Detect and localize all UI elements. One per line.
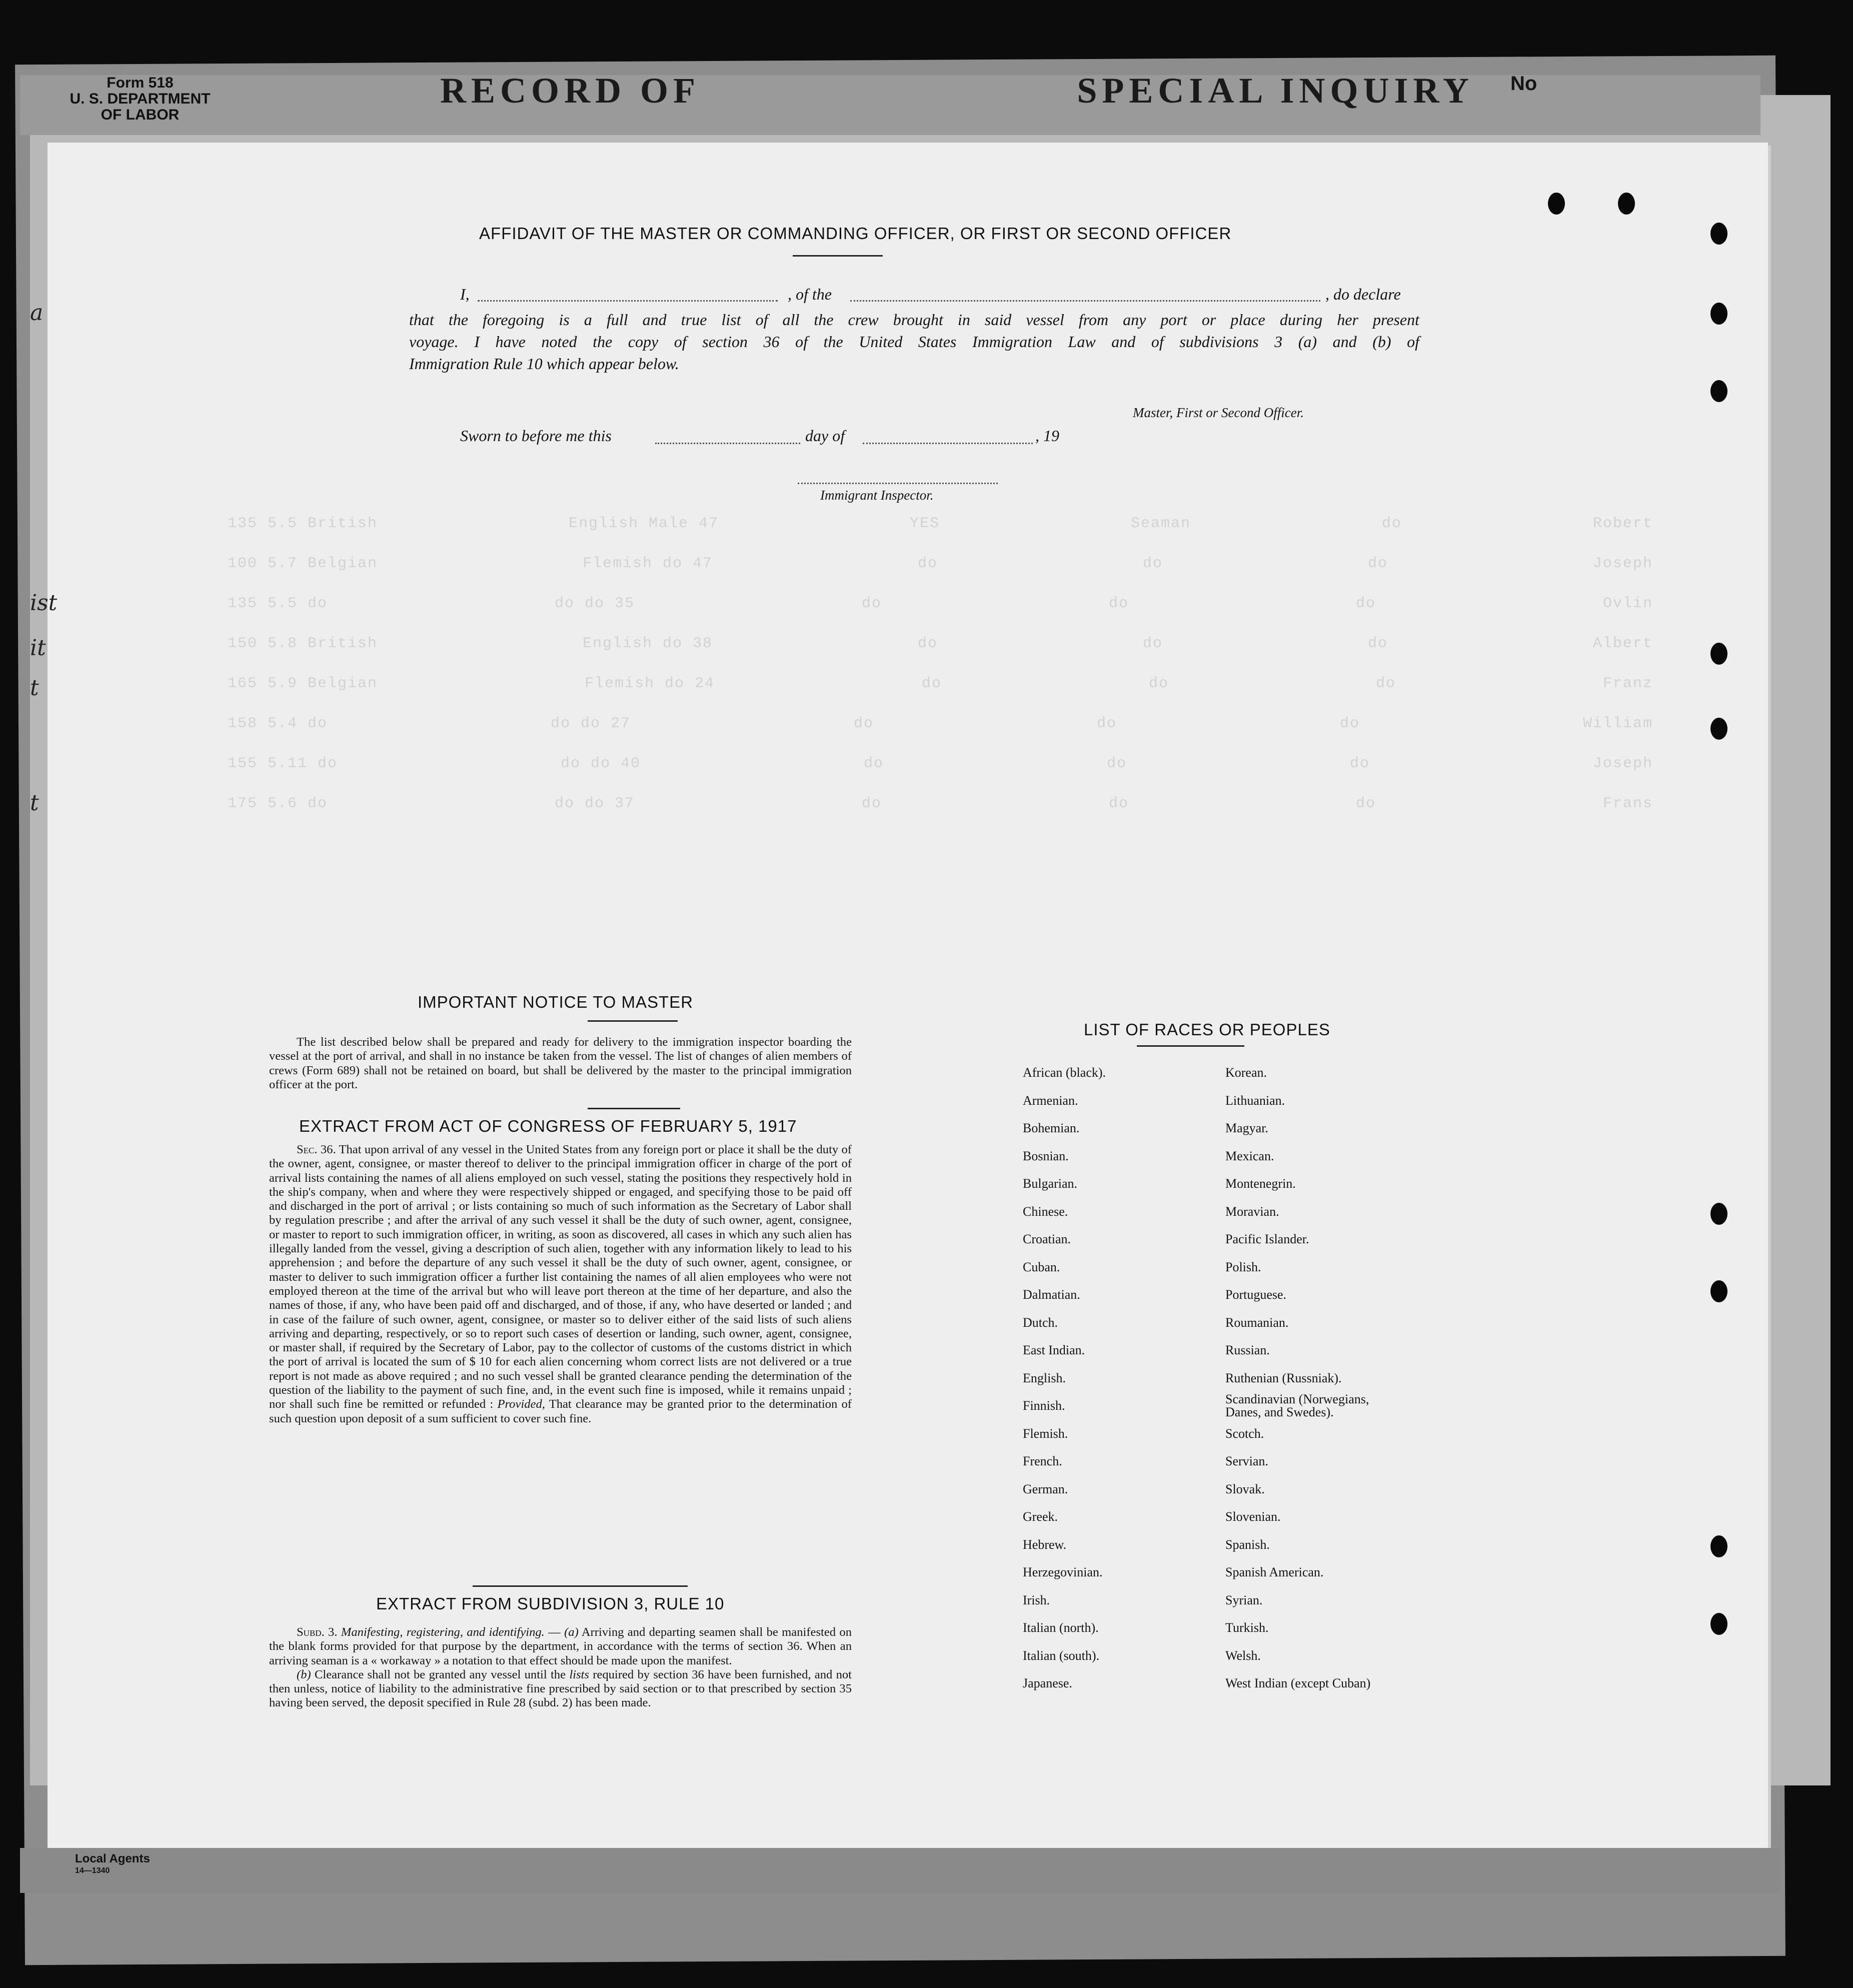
margin-mark: ist [30, 590, 58, 616]
race-item: Irish. [1023, 1592, 1050, 1607]
record-heading-right: SPECIAL INQUIRY [1077, 71, 1474, 111]
binding-hole [1618, 193, 1635, 215]
race-item: Dutch. [1023, 1315, 1058, 1330]
ghost-row: 135 5.5 British English Male 47 YES Seaman do Robert [228, 515, 1653, 532]
margin-mark: it [30, 635, 46, 661]
race-item: Italian (north). [1023, 1620, 1099, 1635]
section-36-end: That clearance may be granted prior to the determination of such question upon deposit of a sum sufficient to cover such fine. [269, 1397, 852, 1425]
crew-list-page [48, 143, 1768, 1848]
master-signature-label: Master, First or Second Officer. [1133, 405, 1304, 420]
b-text-2: required by section 36 have been furnished, and not then unless, notice of liability to the administrative fine prescribed by said section or to that prescribed by section 35 having been served, the deposit specified in Rule 28 (subd. 2) has been made. [269, 1667, 852, 1710]
b-lists: lists [569, 1667, 589, 1681]
affidavit-line-1 [460, 285, 470, 304]
race-item: Finnish. [1023, 1398, 1065, 1413]
section-label: Sec. 36. [297, 1143, 336, 1156]
races-title: LIST OF RACES OR PEOPLES [1084, 1020, 1330, 1039]
extract-act-text [269, 1143, 852, 1426]
subd-heading: Manifesting, registering, and identifying. [341, 1625, 545, 1639]
race-item: Servian. [1225, 1454, 1268, 1468]
a-text: Arriving and departing seamen shall be manifested on the blank forms provided for that purpose by the department, in accordance with the terms of section 36. When an arriving seaman is a « workaway » a notation to that effect should be made upon the manifest. [269, 1625, 852, 1667]
local-agents-code: 14—1340 [75, 1866, 110, 1875]
race-item: Dalmatian. [1023, 1287, 1080, 1302]
race-item: Ruthenian (Russniak). [1225, 1370, 1342, 1385]
races-underline [1137, 1045, 1244, 1047]
race-item: German. [1023, 1481, 1068, 1496]
ghost-row: 165 5.9 Belgian Flemish do 24 do do do Franz [228, 675, 1653, 692]
race-item: Croatian. [1023, 1232, 1071, 1246]
sworn-day-of: day of [805, 427, 845, 445]
race-item: Spanish American. [1225, 1565, 1324, 1579]
section-36-body: That upon arrival of any vessel in the United States from any foreign port or place it shall be the duty of the owner, agent, consignee, or master thereof to deliver to the principal immigration officer in charge of the port of arrival lists containing the names of all aliens employed on such vessel, stating the positions they respectively hold in the ship's company, when and where they were respectively shipped or engaged, and specifying those to be paid off and discharged in the port of arrival ; or lists containing so much of such information as the Secretary of Labor shall by regulation prescribe ; and after the arrival of any such vessel it shall be the duty of such owner, agent, consignee, or master to report to such immigration officer, in writing, as soon as discovered, all cases in which any such alien has illegally landed from the vessel, giving a description of such alien, together with any information likely to lead to his apprehension ; and before the departure of any such vessel it shall be the duty of such owner, agent, consignee, or master to deliver to such immigration officer a further list containing the names of all alien employees who were not employed thereon at the time of the arrival but who will leave port thereon at the time of her departure, and also the names of those, if any, who have been paid off and discharged, and of those, if any, who have deserted or landed ; and in case of the failure of such owner, agent, consignee, or master so to deliver either of the said lists of such aliens arriving and departing, respectively, or so to report such cases of desertion or landing, such owner, agent, consignee, or master shall, if required by the Secretary of Labor, pay to the collector of customs of the customs district in which the port of arrival is located the sum of $ 10 for each alien concerning whom correct lists are not delivered or a true report is not made as above required ; and no such vessel shall be granted clearance pending the determination of the question of the liability to the payment of such fine, and, in the event such fine is imposed, while it remains unpaid ; nor shall such fine be remitted or refunded : [269, 1143, 852, 1411]
race-item: Herzegovinian. [1023, 1565, 1103, 1579]
margin-mark: t [30, 790, 39, 816]
margin-mark: a [30, 300, 44, 326]
race-item: Portuguese. [1225, 1287, 1287, 1302]
number-label: No [1510, 73, 1537, 95]
race-item: Italian (south). [1023, 1648, 1100, 1663]
affidavit-line-4: Immigration Rule 10 which appear below. [409, 355, 679, 373]
a-label: (a) [564, 1625, 579, 1639]
ghost-row: 135 5.5 do do do 35 do do do Ovlin [228, 595, 1653, 612]
race-item: English. [1023, 1370, 1066, 1385]
binding-hole [1710, 223, 1727, 245]
affidavit-line-3: voyage. I have noted the copy of section 36 of the United States Immigration Law and of subdivisions 3 (a) and (b) of [409, 333, 1419, 351]
record-heading [440, 70, 1474, 112]
affidavit-of-the: , of the [788, 285, 832, 303]
form-number-block [65, 75, 215, 123]
race-item: West Indian (except Cuban) [1225, 1676, 1371, 1690]
name-blank [478, 300, 778, 302]
race-item: Chinese. [1023, 1204, 1068, 1219]
section-divider [473, 1585, 688, 1587]
notice-text [269, 1035, 852, 1092]
race-item: Cuban. [1023, 1259, 1060, 1274]
race-item: Pacific Islander. [1225, 1232, 1309, 1246]
race-item: Roumanian. [1225, 1315, 1289, 1330]
race-item: Scandinavian (Norwegians, Danes, and Swedes). [1225, 1392, 1369, 1419]
ghost-row: 150 5.8 British English do 38 do do do Albert [228, 635, 1653, 652]
local-agents-block [75, 1853, 150, 1877]
race-item: Spanish. [1225, 1537, 1270, 1552]
binding-hole [1710, 380, 1727, 402]
ghost-row: 155 5.11 do do do 40 do do do Joseph [228, 755, 1653, 772]
extract-act-title: EXTRACT FROM ACT OF CONGRESS OF FEBRUARY 5, 1917 [299, 1117, 797, 1135]
race-item: Bohemian. [1023, 1121, 1080, 1135]
race-item: African (black). [1023, 1065, 1106, 1080]
race-item: Bosnian. [1023, 1148, 1069, 1163]
inspector-signature-blank [798, 483, 998, 484]
affidavit-i: I, [460, 285, 470, 303]
affidavit-line-2: that the foregoing is a full and true list of all the crew brought in said vessel from any port or place during her present [409, 311, 1419, 329]
margin-mark: t [30, 675, 39, 701]
race-item: French. [1023, 1454, 1062, 1468]
race-item: Syrian. [1225, 1592, 1263, 1607]
section-divider [588, 1108, 680, 1109]
race-item: Welsh. [1225, 1648, 1261, 1663]
subdivision-a-paragraph: Subd. 3. Manifesting, registering, and identifying. — (a) Arriving and departing seamen shall be manifested on the blank forms provided for that purpose by the department, in accordance with the terms of section 36. When an arriving seaman is a « workaway » a notation to that effect should be made upon the manifest. [269, 1625, 852, 1667]
binding-hole [1710, 1613, 1727, 1635]
form-number: Form 518 [107, 75, 174, 91]
notice-paragraph: The list described below shall be prepared and ready for delivery to the immigration inspector boarding the vessel at the port of arrival, and shall in no instance be taken from the vessel. The list of changes of alien members of crews (Form 689) shall not be retained on board, but shall be delivered by the master to the principal immigration officer at the port. [269, 1035, 852, 1091]
race-item: Mexican. [1225, 1148, 1274, 1163]
ghost-row: 175 5.6 do do do 37 do do do Frans [228, 795, 1653, 812]
section-36-paragraph [269, 1143, 852, 1426]
race-item: Flemish. [1023, 1426, 1068, 1441]
binding-hole [1710, 303, 1727, 325]
subd-label: Subd. 3. [297, 1625, 338, 1639]
race-item: Lithuanian. [1225, 1093, 1285, 1108]
sworn-month-blank [863, 443, 1033, 444]
races-left-column [1023, 1059, 1106, 1697]
races-right-column [1225, 1059, 1405, 1697]
race-item: Hebrew. [1023, 1537, 1067, 1552]
binding-hole [1710, 643, 1727, 665]
affidavit-title: AFFIDAVIT OF THE MASTER OR COMMANDING OFFICER, OR FIRST OR SECOND OFFICER [479, 224, 1232, 243]
b-label: (b) [297, 1667, 311, 1681]
race-item: Armenian. [1023, 1093, 1078, 1108]
race-item: Moravian. [1225, 1204, 1279, 1219]
race-item: Slovenian. [1225, 1509, 1281, 1524]
race-item: Russian. [1225, 1343, 1270, 1357]
race-item: East Indian. [1023, 1343, 1085, 1357]
binding-hole [1710, 1535, 1727, 1557]
binding-hole [1710, 1203, 1727, 1225]
race-item: Greek. [1023, 1509, 1058, 1524]
extract-rule-title: EXTRACT FROM SUBDIVISION 3, RULE 10 [376, 1594, 725, 1613]
title-underline [793, 255, 883, 257]
affidavit-declare: , do declare [1325, 285, 1401, 303]
binding-hole [1710, 1280, 1727, 1302]
subdivision-b-paragraph [269, 1668, 852, 1710]
sworn-prefix: Sworn to before me this [460, 427, 612, 445]
race-item: Scotch. [1225, 1426, 1264, 1441]
sworn-day-blank [655, 443, 800, 444]
notice-title: IMPORTANT NOTICE TO MASTER [418, 993, 694, 1011]
ghost-row: 100 5.7 Belgian Flemish do 47 do do do Joseph [228, 555, 1653, 572]
underlying-sheet-bottom [20, 1848, 1780, 1893]
binding-hole [1710, 718, 1727, 740]
race-item: Japanese. [1023, 1676, 1072, 1690]
race-item: Polish. [1225, 1259, 1261, 1274]
sworn-year: , 19 [1035, 427, 1059, 445]
ghost-row: 158 5.4 do do do 27 do do do William [228, 715, 1653, 732]
record-heading-left: RECORD OF [440, 71, 699, 111]
vessel-blank [850, 300, 1320, 302]
department-name: U. S. DEPARTMENT OF LABOR [70, 91, 211, 123]
extract-rule-text [269, 1625, 852, 1710]
provided-word: Provided, [497, 1397, 545, 1411]
race-item: Bulgarian. [1023, 1176, 1078, 1191]
race-item: Slovak. [1225, 1481, 1265, 1496]
local-agents-label: Local Agents [75, 1852, 150, 1865]
inspector-label: Immigrant Inspector. [820, 488, 934, 503]
race-item: Magyar. [1225, 1121, 1268, 1135]
race-item: Montenegrin. [1225, 1176, 1296, 1191]
race-item: Turkish. [1225, 1620, 1269, 1635]
notice-underline [588, 1020, 678, 1022]
b-text-1: Clearance shall not be granted any vessel until the [314, 1667, 566, 1681]
race-item: Korean. [1225, 1065, 1267, 1080]
binding-hole [1548, 193, 1565, 215]
